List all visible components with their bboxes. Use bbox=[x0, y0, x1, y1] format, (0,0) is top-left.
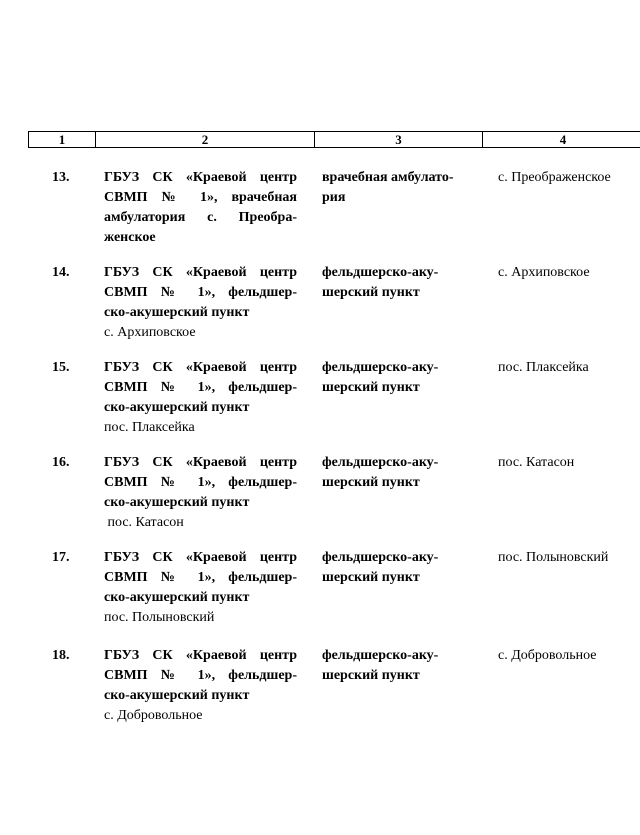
facility-type bbox=[322, 646, 482, 686]
facility-name-line: СВМП № 1», фельдшер- bbox=[104, 668, 297, 683]
row-number: 14. bbox=[52, 265, 70, 280]
facility-location: пос. Полыновский bbox=[498, 550, 609, 565]
facility-location: с. Архиповское bbox=[498, 265, 590, 280]
row-number: 13. bbox=[52, 170, 70, 185]
facility-name-line: СВМП № 1», фельдшер- bbox=[104, 285, 297, 300]
column-header-1: 1 bbox=[29, 132, 96, 147]
facility-name bbox=[104, 453, 297, 533]
facility-name-line: СВМП № 1», фельдшер- bbox=[104, 380, 297, 395]
facility-location: пос. Катасон bbox=[498, 455, 575, 470]
facility-type-line: шерский пункт bbox=[322, 475, 420, 490]
facility-name-line: ГБУЗ СК «Краевой центр bbox=[104, 648, 297, 663]
facility-name-line: СВМП № 1», врачебная bbox=[104, 190, 297, 205]
facility-type bbox=[322, 263, 482, 303]
facility-location: с. Добровольное bbox=[498, 648, 597, 663]
row-number: 16. bbox=[52, 455, 70, 470]
facility-name-line: СВМП № 1», фельдшер- bbox=[104, 475, 297, 490]
facility-type-line: шерский пункт bbox=[322, 380, 420, 395]
row-number: 18. bbox=[52, 648, 70, 663]
facility-type-line: фельдшерско-аку- bbox=[322, 360, 439, 375]
facility-name-line: ГБУЗ СК «Краевой центр bbox=[104, 265, 297, 280]
facility-name-line: ско-акушерский пункт bbox=[104, 495, 250, 510]
facility-name-line: ско-акушерский пункт bbox=[104, 590, 250, 605]
facility-type-line: фельдшерско-аку- bbox=[322, 265, 439, 280]
table-header bbox=[28, 131, 640, 148]
facility-name bbox=[104, 646, 297, 726]
facility-type bbox=[322, 548, 482, 588]
column-header-4: 4 bbox=[559, 132, 567, 147]
facility-name-line: ско-акушерский пункт bbox=[104, 305, 250, 320]
facility-name-line: ско-акушерский пункт bbox=[104, 400, 250, 415]
facility-name bbox=[104, 548, 297, 628]
facility-name bbox=[104, 263, 297, 343]
facility-type-line: шерский пункт bbox=[322, 570, 420, 585]
facility-type-line: фельдшерско-аку- bbox=[322, 648, 439, 663]
facility-location: с. Преображенское bbox=[498, 170, 611, 185]
facility-type-line: врачебная амбулато- bbox=[322, 170, 454, 185]
facility-name-line: с. Добровольное bbox=[104, 708, 203, 723]
facility-name-line: пос. Катасон bbox=[104, 515, 184, 530]
column-header-2: 2 bbox=[96, 132, 315, 147]
facility-type-line: шерский пункт bbox=[322, 285, 420, 300]
facility-type bbox=[322, 168, 482, 208]
facility-name-line: ГБУЗ СК «Краевой центр bbox=[104, 360, 297, 375]
facility-name bbox=[104, 358, 297, 438]
facility-location: пос. Плаксейка bbox=[498, 360, 589, 375]
facility-name-line: ГБУЗ СК «Краевой центр bbox=[104, 550, 297, 565]
row-number: 15. bbox=[52, 360, 70, 375]
facility-name-line: женское bbox=[104, 230, 156, 245]
facility-name-line: ско-акушерский пункт bbox=[104, 688, 250, 703]
facility-name-line: пос. Полыновский bbox=[104, 610, 215, 625]
row-number: 17. bbox=[52, 550, 70, 565]
facility-type-line: рия bbox=[322, 190, 346, 205]
facility-type-line: шерский пункт bbox=[322, 668, 420, 683]
facility-name-line: амбулатория с. Преобра- bbox=[104, 210, 297, 225]
facility-type bbox=[322, 358, 482, 398]
column-header-3: 3 bbox=[315, 132, 483, 147]
facility-name-line: с. Архиповское bbox=[104, 325, 196, 340]
facility-name bbox=[104, 168, 297, 248]
facility-type bbox=[322, 453, 482, 493]
facility-type-line: фельдшерско-аку- bbox=[322, 455, 439, 470]
facility-name-line: СВМП № 1», фельдшер- bbox=[104, 570, 297, 585]
facility-name-line: ГБУЗ СК «Краевой центр bbox=[104, 170, 297, 185]
facility-name-line: пос. Плаксейка bbox=[104, 420, 195, 435]
facility-type-line: фельдшерско-аку- bbox=[322, 550, 439, 565]
facility-name-line: ГБУЗ СК «Краевой центр bbox=[104, 455, 297, 470]
